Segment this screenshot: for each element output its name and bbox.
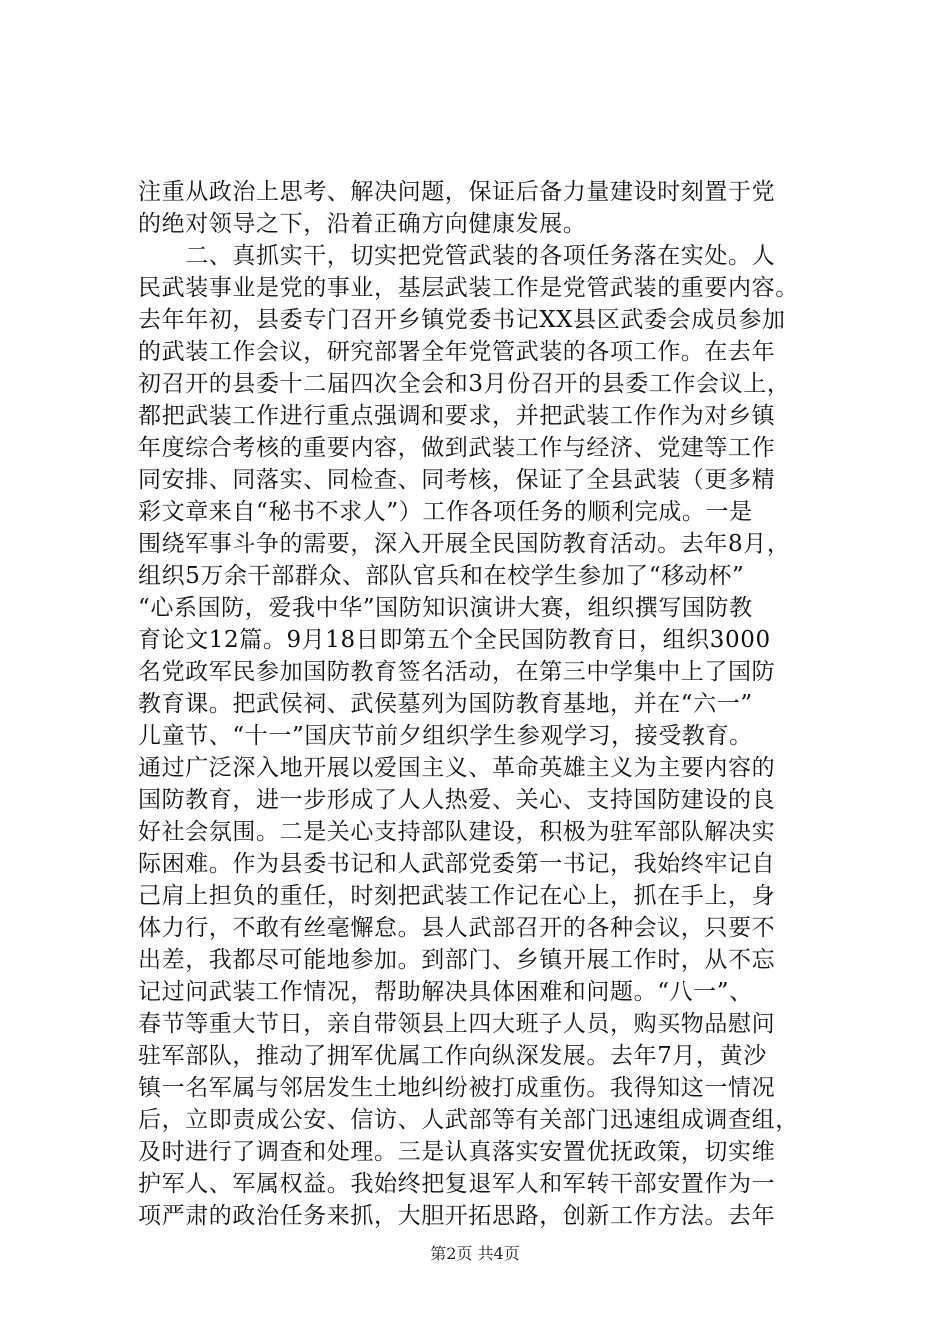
text-line: 通过广泛深入地开展以爱国主义、革命英雄主义为主要内容的 [138,755,776,781]
text-line: 好社会氛围。二是关心支持部队建设，积极为驻军部队解决实 [138,819,776,845]
text-line: 体力行，不敢有丝毫懈怠。县人武部召开的各种会议，只要不 [138,915,776,941]
text-line: 彩文章来自“秘书不求人”）工作各项任务的顺利完成。一是 [138,499,753,525]
text-line: 际困难。作为县委书记和人武部党委第一书记，我始终牢记自 [138,851,776,877]
text-line: 镇一名军属与邻居发生土地纠纷被打成重伤。我得知这一情况 [138,1075,776,1101]
text-line: 教育课。把武侯祠、武侯墓列为国防教育基地，并在“六一” [138,691,753,717]
text-line: 出差，我都尽可能地参加。到部门、乡镇开展工作时，从不忘 [138,947,776,973]
text-line: 己肩上担负的重任，时刻把武装工作记在心上，抓在手上，身 [138,883,776,909]
text-line: 的绝对领导之下，沿着正确方向健康发展。 [138,211,587,237]
text-line: 名党政军民参加国防教育签名活动，在第三中学集中上了国防 [138,659,776,685]
text-line: 项严肃的政治任务来抓，大胆开拓思路，创新工作方法。去年 [138,1203,776,1229]
text-line: 都把武装工作进行重点强调和要求，并把武装工作作为对乡镇 [138,403,776,429]
text-line: 围绕军事斗争的需要，深入开展全民国防教育活动。去年8月， [138,531,791,557]
page-footer: 第2页 共4页 [430,1244,520,1263]
text-line: 的武装工作会议，研究部署全年党管武装的各项工作。在去年 [138,339,776,365]
text-line: 注重从政治上思考、解决问题，保证后备力量建设时刻置于党 [138,179,776,205]
text-line: 及时进行了调查和处理。三是认真落实安置优抚政策，切实维 [138,1139,776,1165]
text-line: 民武装事业是党的事业，基层武装工作是党管武装的重要内容。 [138,275,799,301]
text-line: 同安排、同落实、同检查、同考核，保证了全县武装（更多精 [138,467,776,493]
body-text [138,176,838,1232]
text-line: 儿童节、“十一”国庆节前夕组织学生参观学习，接受教育。 [138,723,753,749]
text-line: 年度综合考核的重要内容，做到武装工作与经济、党建等工作 [138,435,776,461]
text-line: 护军人、军属权益。我始终把复退军人和军转干部安置作为一 [138,1171,776,1197]
text-line: 二、真抓实干，切实把党管武装的各项任务落在实处。人 [138,243,776,269]
text-line: 记过问武装工作情况，帮助解决具体困难和问题。“八一”、 [138,979,753,1005]
text-line: 后，立即责成公安、信访、人武部等有关部门迅速组成调查组， [138,1107,799,1133]
text-line: 初召开的县委十二届四次全会和3月份召开的县委工作会议上， [138,371,791,397]
text-line: “心系国防，爱我中华”国防知识演讲大赛，组织撰写国防教 [138,595,753,621]
text-line: 育论文12篇。9月18日即第五个全民国防教育日，组织3000 [138,627,771,653]
text-line: 驻军部队，推动了拥军优属工作向纵深发展。去年7月，黄沙 [138,1043,767,1069]
text-line: 春节等重大节日，亲自带领县上四大班子人员，购买物品慰问 [138,1011,776,1037]
text-line: 国防教育，进一步形成了人人热爱、关心、支持国防建设的良 [138,787,776,813]
text-line: 去年年初，县委专门召开乡镇党委书记XX县区武委会成员参加 [138,307,786,333]
text-line: 组织5万余干部群众、部队官兵和在校学生参加了“移动杯” [138,563,745,589]
